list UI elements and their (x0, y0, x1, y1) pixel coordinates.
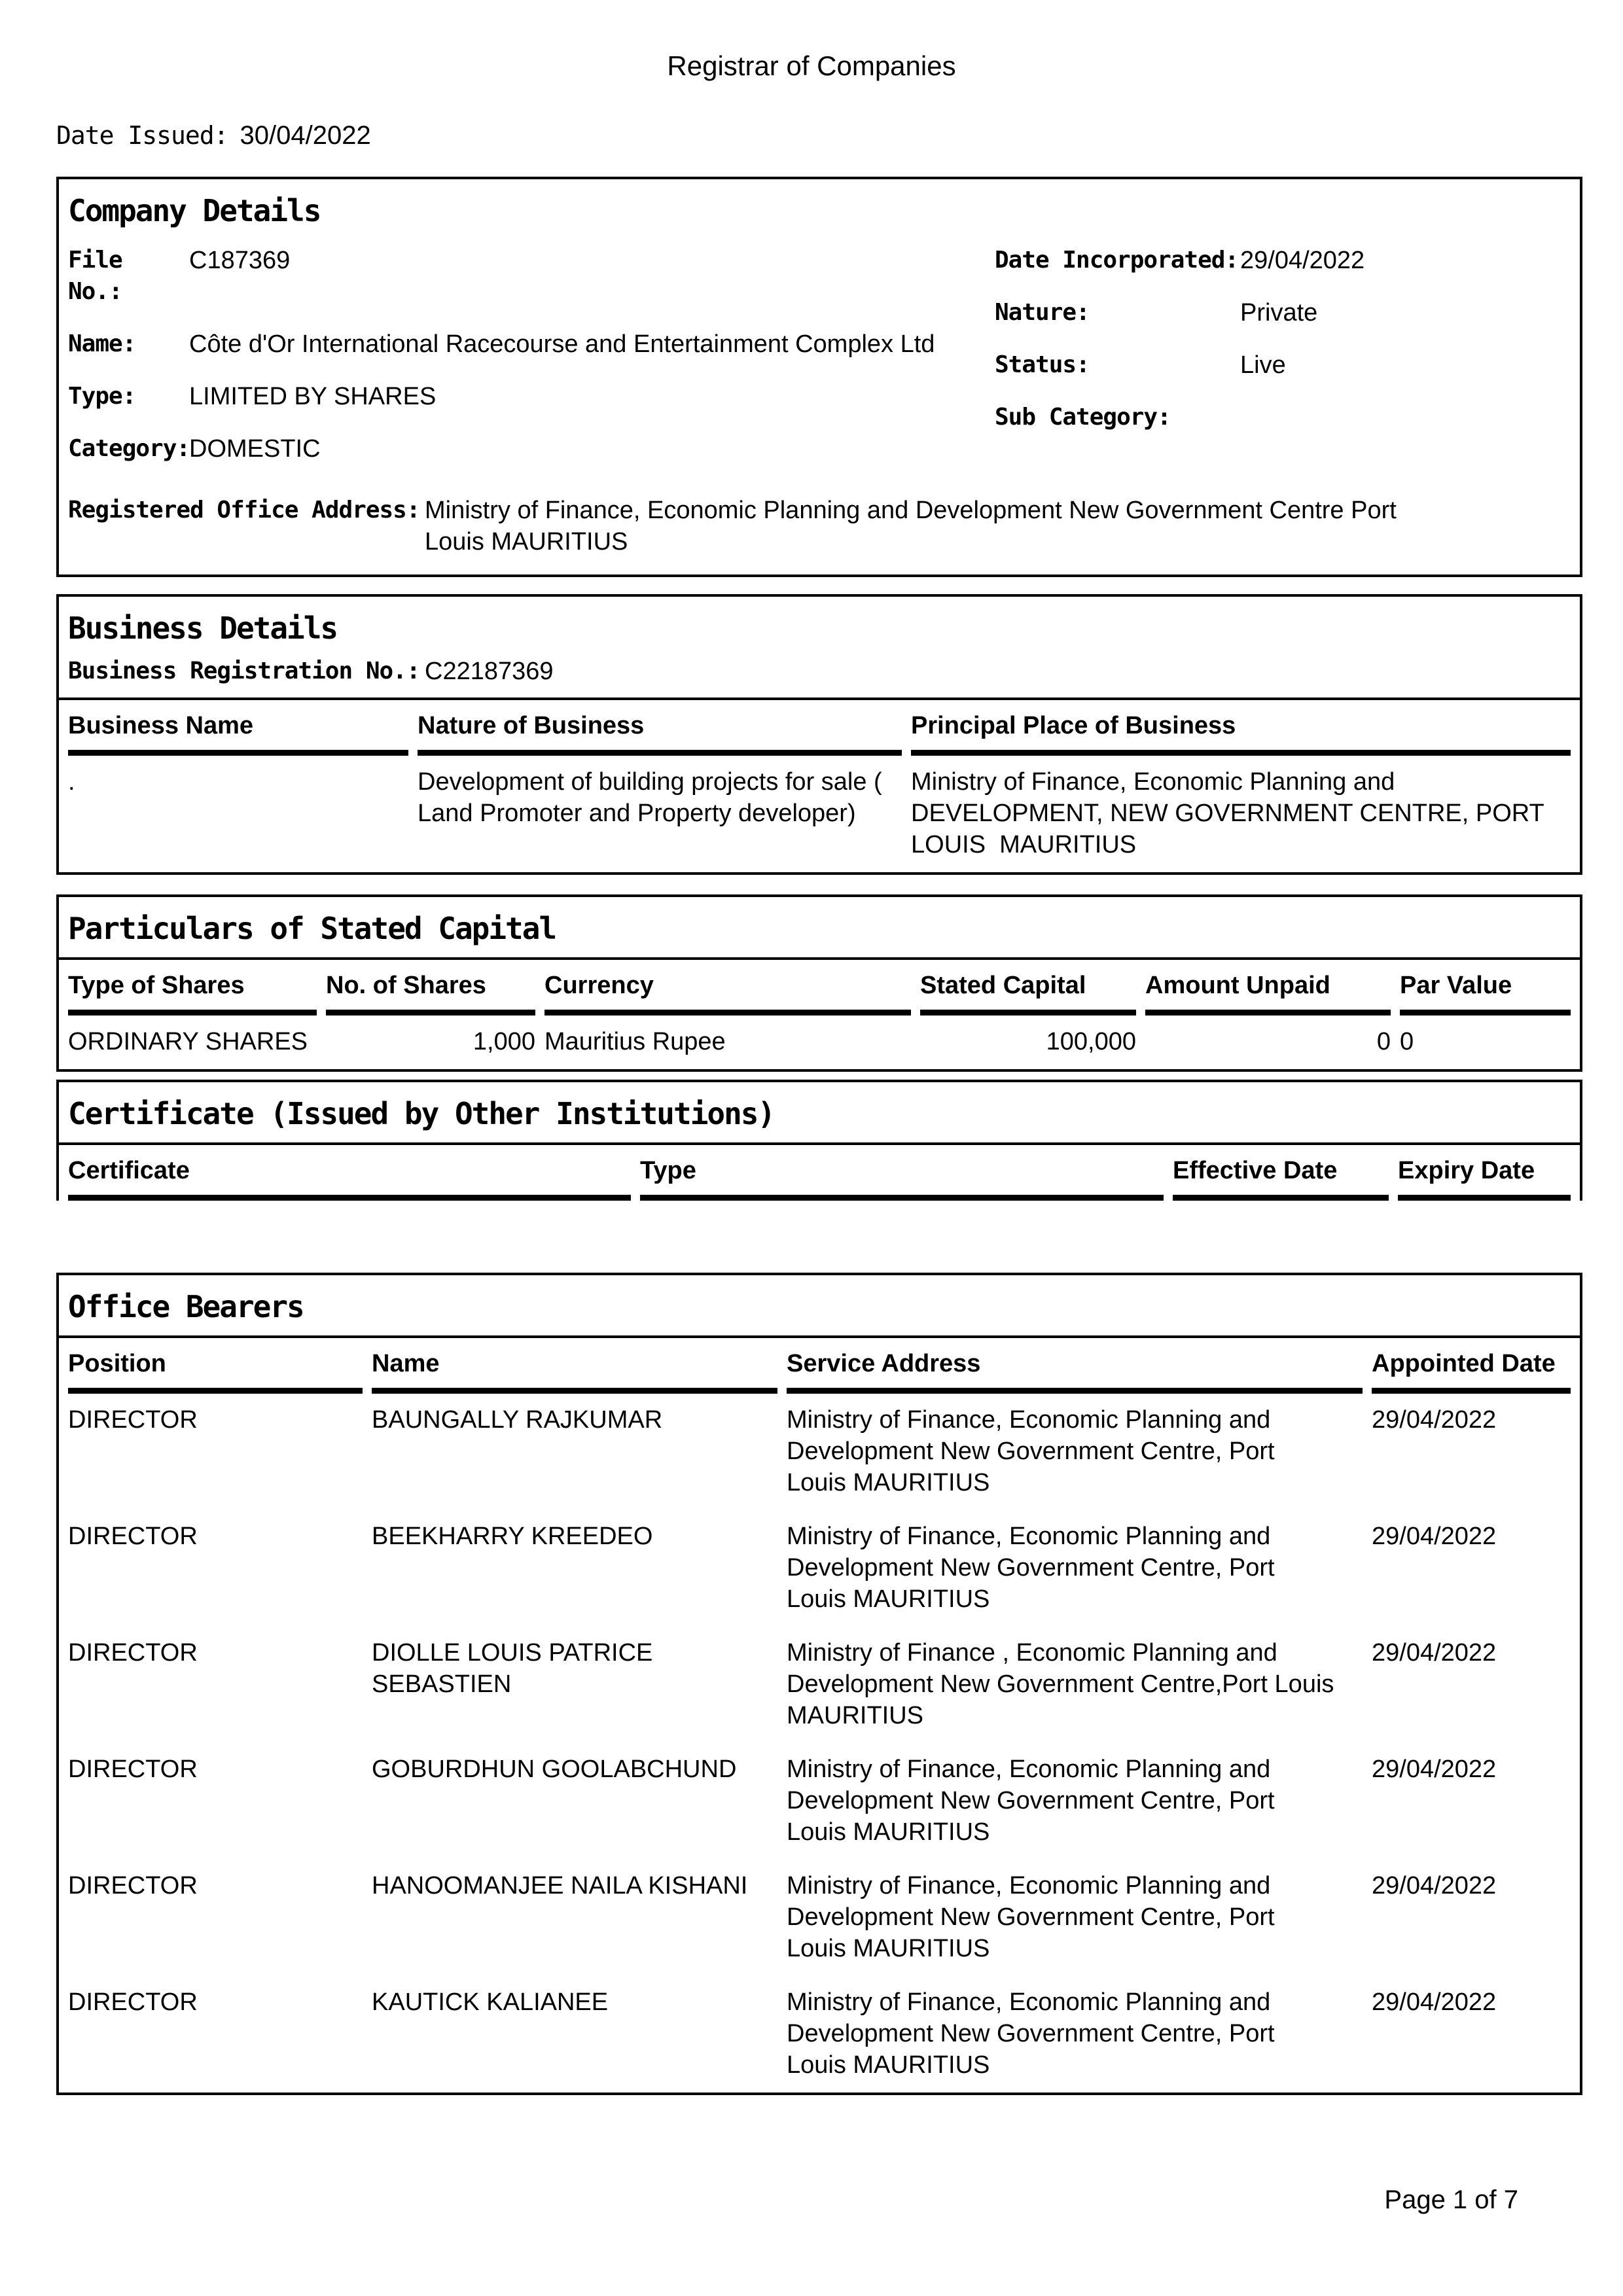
field-sub-category (995, 402, 1571, 433)
business-details-section (56, 594, 1582, 875)
position-header: Position (68, 1338, 363, 1394)
type-of-shares-header: Type of Shares (68, 960, 317, 1016)
amount-unpaid-header: Amount Unpaid (1145, 960, 1391, 1016)
company-name-label: Name: (68, 330, 136, 357)
stated-capital-header-row (68, 960, 1571, 1016)
field-company-name (68, 328, 995, 360)
bearer-name-text: DIOLLE LOUIS PATRICE SEBASTIEN (372, 1639, 653, 1698)
company-category-value: DOMESTIC (189, 435, 321, 463)
stated-capital-header: Stated Capital (920, 960, 1136, 1016)
service-address-cell (787, 1976, 1363, 2093)
business-registration-no-label: Business Registration No.: (68, 658, 420, 684)
company-type-label: Type: (68, 383, 136, 410)
field-company-nature (995, 297, 1571, 328)
sub-category-label: Sub Category: (995, 404, 1171, 431)
date-incorporated-label: Date Incorporated: (995, 247, 1239, 274)
business-details-title: Business Details (68, 610, 338, 646)
expiry-date-header: Expiry Date (1398, 1145, 1571, 1201)
business-table-row (68, 756, 1571, 872)
principal-place-text: Ministry of Finance, Economic Planning and DEVELOPMENT, NEW GOVERNMENT CENTRE, PORT LOUIS MAURITIUS (911, 768, 1551, 858)
name-header: Name (372, 1338, 777, 1394)
business-table (59, 698, 1580, 872)
bearer-name-text: HANOOMANJEE NAILA KISHANI (372, 1872, 748, 1899)
position-cell: DIRECTOR (68, 1639, 198, 1667)
name-cell (372, 1394, 777, 1510)
date-incorporated-value: 29/04/2022 (1240, 247, 1365, 274)
appointed-date-cell: 29/04/2022 (1372, 1523, 1497, 1550)
date-issued-row (56, 119, 1582, 152)
certificate-type-header: Type (640, 1145, 1164, 1201)
par-value-cell: 0 (1400, 1028, 1414, 1055)
name-cell (372, 1860, 777, 1976)
office-bearer-row (68, 1627, 1571, 1743)
company-nature-label: Nature: (995, 299, 1090, 326)
position-cell: DIRECTOR (68, 1988, 198, 2016)
field-company-status (995, 349, 1571, 381)
date-issued-value: 30/04/2022 (240, 121, 371, 150)
appointed-date-cell: 29/04/2022 (1372, 1756, 1497, 1783)
business-table-header-row (68, 700, 1571, 756)
bearer-name-text: BEEKHARRY KREEDEO (372, 1523, 653, 1550)
company-category-label: Category: (68, 435, 190, 462)
currency-header: Currency (544, 960, 911, 1016)
no-of-shares-header: No. of Shares (326, 960, 535, 1016)
appointed-date-header: Appointed Date (1372, 1338, 1571, 1394)
certificate-section (56, 1080, 1582, 1201)
service-address-cell (787, 1394, 1363, 1510)
company-nature-value: Private (1240, 299, 1318, 327)
position-cell: DIRECTOR (68, 1872, 198, 1899)
company-status-value: Live (1240, 351, 1286, 379)
registered-office-label: Registered Office Address: (68, 497, 420, 523)
service-address-cell (787, 1510, 1363, 1627)
name-cell (372, 1976, 777, 2093)
office-bearers-header-row (68, 1338, 1571, 1394)
field-company-type (68, 381, 995, 412)
service-address-cell (787, 1627, 1363, 1743)
service-address-cell (787, 1860, 1363, 1976)
appointed-date-cell: 29/04/2022 (1372, 1988, 1497, 2016)
stated-capital-section (56, 894, 1582, 1072)
company-details-left-column (68, 245, 995, 486)
position-cell: DIRECTOR (68, 1523, 198, 1550)
name-cell (372, 1743, 777, 1860)
service-address-header: Service Address (787, 1338, 1363, 1394)
company-details-title: Company Details (68, 193, 321, 228)
office-bearer-row (68, 1976, 1571, 2093)
position-cell: DIRECTOR (68, 1406, 198, 1434)
company-type-value: LIMITED BY SHARES (189, 383, 437, 410)
page-number: Page 1 of 7 (1384, 2185, 1518, 2214)
service-address-cell (787, 1743, 1363, 1860)
stated-capital-title: Particulars of Stated Capital (68, 911, 556, 946)
business-name-cell: . (68, 768, 75, 796)
registered-office-value: Ministry of Finance, Economic Planning and Development New Government Centre Port Louis MAURITIUS (425, 497, 1397, 556)
appointed-date-cell: 29/04/2022 (1372, 1872, 1497, 1899)
principal-place-cell (911, 756, 1571, 872)
stated-capital-row (68, 1016, 1571, 1069)
service-address-text: Ministry of Finance, Economic Planning and Development New Government Centre, Port Louis MAURITIUS (787, 1406, 1275, 1496)
office-bearers-table (59, 1335, 1580, 2093)
certificate-header-row (68, 1145, 1571, 1201)
stated-capital-table (59, 957, 1580, 1069)
effective-date-header: Effective Date (1173, 1145, 1389, 1201)
nature-of-business-text: Development of building projects for sale ( Land Promoter and Property developer) (418, 768, 882, 827)
amount-unpaid-cell: 0 (1376, 1028, 1391, 1055)
service-address-text: Ministry of Finance , Economic Planning and Development New Government Centre,Port Louis MAURITIUS (787, 1639, 1334, 1729)
service-address-text: Ministry of Finance, Economic Planning and Development New Government Centre, Port Louis MAURITIUS (787, 1988, 1275, 2079)
position-cell: DIRECTOR (68, 1756, 198, 1783)
bearer-name-text: GOBURDHUN GOOLABCHUND (372, 1756, 737, 1783)
business-name-header: Business Name (68, 700, 408, 756)
company-details-grid (59, 245, 1580, 486)
company-name-value: Côte d'Or International Racecourse and Entertainment Complex Ltd (189, 330, 935, 358)
business-registration-no-value: C22187369 (425, 658, 554, 685)
field-company-category (68, 433, 995, 465)
nature-of-business-header: Nature of Business (418, 700, 902, 756)
company-status-label: Status: (995, 351, 1090, 378)
office-bearer-row (68, 1394, 1571, 1510)
office-bearers-title: Office Bearers (68, 1289, 304, 1324)
office-bearer-row (68, 1510, 1571, 1627)
service-address-text: Ministry of Finance, Economic Planning and Development New Government Centre, Port Louis MAURITIUS (787, 1756, 1275, 1846)
office-bearer-row (68, 1743, 1571, 1860)
certificate-title: Certificate (Issued by Other Institutions) (68, 1096, 775, 1131)
certificate-header: Certificate (68, 1145, 631, 1201)
par-value-header: Par Value (1400, 960, 1571, 1016)
field-date-incorporated (995, 245, 1571, 276)
service-address-text: Ministry of Finance, Economic Planning and Development New Government Centre, Port Louis MAURITIUS (787, 1872, 1275, 1962)
company-details-section (56, 177, 1582, 577)
service-address-text: Ministry of Finance, Economic Planning and Development New Government Centre, Port Louis MAURITIUS (787, 1523, 1275, 1613)
office-bearer-row (68, 1860, 1571, 1976)
date-issued-label: Date Issued: (56, 121, 228, 150)
no-of-shares-cell: 1,000 (473, 1028, 535, 1055)
stated-capital-cell: 100,000 (1046, 1028, 1136, 1055)
name-cell (372, 1510, 777, 1627)
appointed-date-cell: 29/04/2022 (1372, 1639, 1497, 1667)
principal-place-header: Principal Place of Business (911, 700, 1571, 756)
field-file-no (68, 245, 995, 308)
bearer-name-text: BAUNGALLY RAJKUMAR (372, 1406, 663, 1434)
currency-cell: Mauritius Rupee (544, 1028, 726, 1055)
nature-of-business-cell (418, 756, 902, 872)
field-business-registration-no (59, 656, 1580, 687)
type-of-shares-cell: ORDINARY SHARES (68, 1028, 308, 1055)
document-title: Registrar of Companies (667, 50, 956, 81)
file-no-label: File No.: (68, 247, 122, 305)
office-bearers-section (56, 1273, 1582, 2095)
bearer-name-text: KAUTICK KALIANEE (372, 1988, 609, 2016)
company-details-right-column (995, 245, 1571, 486)
name-cell (372, 1627, 777, 1743)
appointed-date-cell: 29/04/2022 (1372, 1406, 1497, 1434)
field-registered-office (59, 495, 1580, 557)
file-no-value: C187369 (189, 247, 291, 274)
certificate-table (59, 1142, 1580, 1201)
